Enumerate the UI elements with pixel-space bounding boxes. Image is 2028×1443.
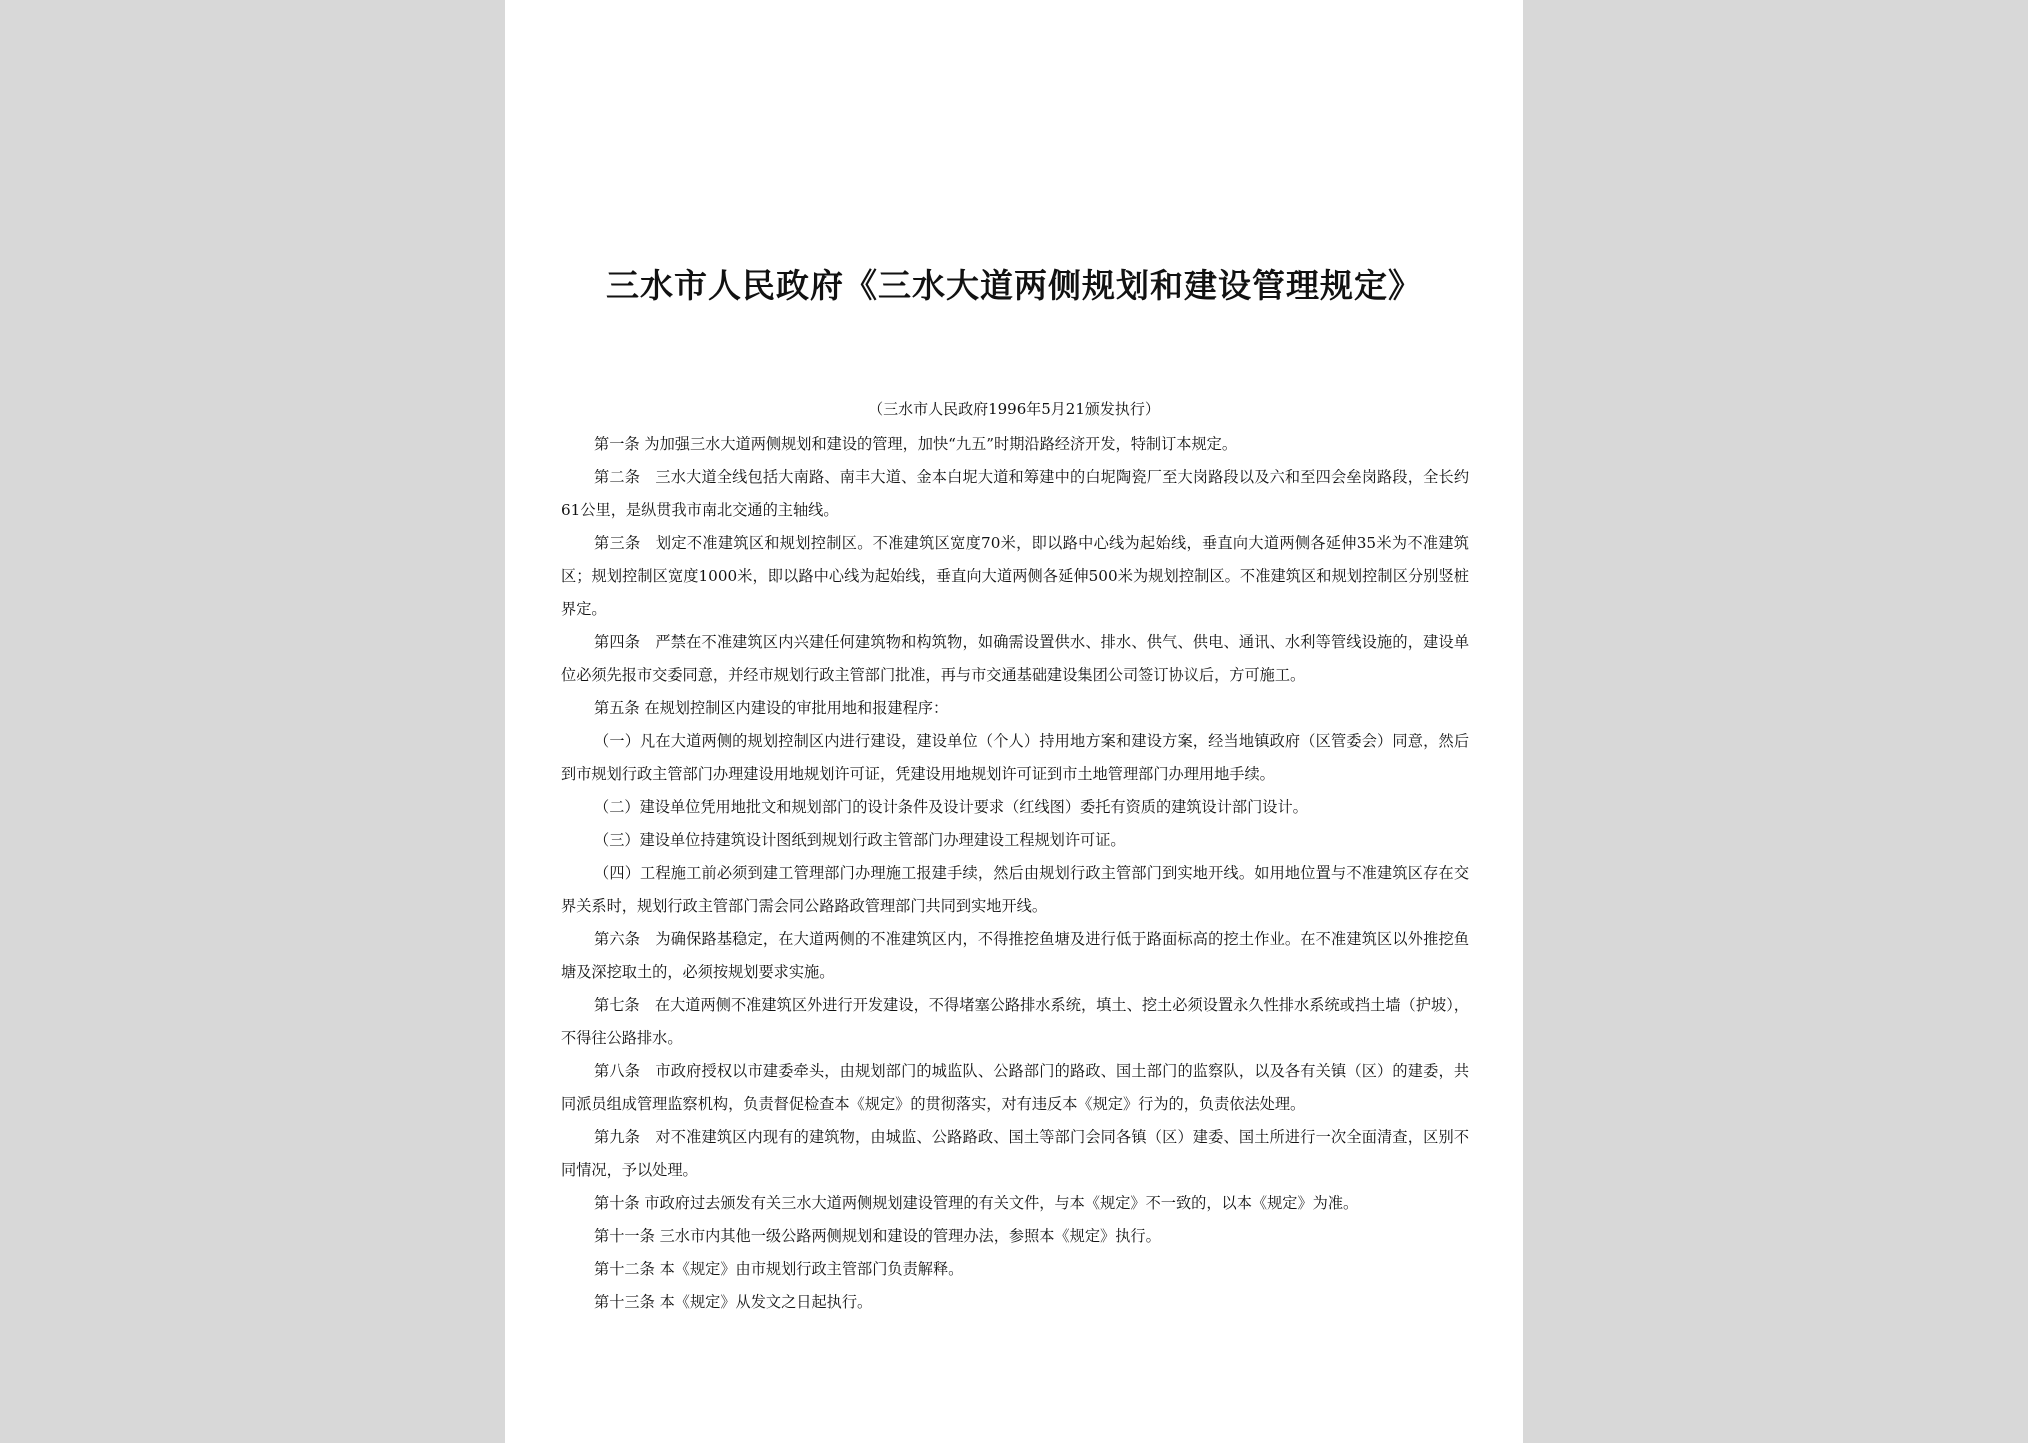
article-7: 第七条 在大道两侧不准建筑区外进行开发建设，不得堵塞公路排水系统，填土、挖土必须设置永久性排水系统或挡土墙（护坡），不得往公路排水。 xyxy=(561,996,1469,1047)
document-title: 三水市人民政府《三水大道两侧规划和建设管理规定》 xyxy=(606,266,1422,305)
document-page xyxy=(505,0,1523,1443)
article-8: 第八条 市政府授权以市建委牵头，由规划部门的城监队、公路部门的路政、国土部门的监察队，以及各有关镇（区）的建委，共同派员组成管理监察机构，负责督促检查本《规定》的贯彻落实，对有违反本《规定》行为的，负责依法处理。 xyxy=(561,1062,1469,1113)
article-11: 第十一条 三水市内其他一级公路两侧规划和建设的管理办法，参照本《规定》执行。 xyxy=(594,1227,1161,1245)
article-5: 第五条 在规划控制区内建设的审批用地和报建程序： xyxy=(594,699,949,717)
article-10: 第十条 市政府过去颁发有关三水大道两侧规划建设管理的有关文件，与本《规定》不一致的，以本《规定》为准。 xyxy=(594,1194,1359,1212)
article-4: 第四条 严禁在不准建筑区内兴建任何建筑物和构筑物，如确需设置供水、排水、供气、供电、通讯、水利等管线设施的，建设单位必须先报市交委同意，并经市规划行政主管部门批准，再与市交通基础建设集团公司签订协议后，方可施工。 xyxy=(561,633,1469,684)
article-5-clause-4: （四）工程施工前必须到建工管理部门办理施工报建手续，然后由规划行政主管部门到实地开线。如用地位置与不准建筑区存在交界关系时，规划行政主管部门需会同公路路政管理部门共同到实地开线。 xyxy=(561,864,1469,915)
article-5-clause-3: （三）建设单位持建筑设计图纸到规划行政主管部门办理建设工程规划许可证。 xyxy=(594,831,1126,849)
document-subtitle: （三水市人民政府1996年5月21颁发执行） xyxy=(868,400,1160,418)
document-body xyxy=(561,428,1469,1319)
article-12: 第十二条 本《规定》由市规划行政主管部门负责解释。 xyxy=(594,1260,964,1278)
article-3: 第三条 划定不准建筑区和规划控制区。不准建筑区宽度70米，即以路中心线为起始线，垂直向大道两侧各延伸35米为不准建筑区；规划控制区宽度1000米，即以路中心线为起始线，垂直向大道两侧各延伸500米为规划控制区。不准建筑区和规划控制区分别竖桩界定。 xyxy=(561,534,1469,618)
article-5-clause-1: （一）凡在大道两侧的规划控制区内进行建设，建设单位（个人）持用地方案和建设方案，经当地镇政府（区管委会）同意，然后到市规划行政主管部门办理建设用地规划许可证，凭建设用地规划许可证到市土地管理部门办理用地手续。 xyxy=(561,732,1469,783)
article-6: 第六条 为确保路基稳定，在大道两侧的不准建筑区内，不得推挖鱼塘及进行低于路面标高的挖土作业。在不准建筑区以外推挖鱼塘及深挖取土的，必须按规划要求实施。 xyxy=(561,930,1469,981)
article-2: 第二条 三水大道全线包括大南路、南丰大道、金本白坭大道和筹建中的白坭陶瓷厂至大岗路段以及六和至四会垒岗路段，全长约61公里，是纵贯我市南北交通的主轴线。 xyxy=(561,468,1469,519)
article-5-clause-2: （二）建设单位凭用地批文和规划部门的设计条件及设计要求（红线图）委托有资质的建筑设计部门设计。 xyxy=(594,798,1308,816)
article-13: 第十三条 本《规定》从发文之日起执行。 xyxy=(594,1293,873,1311)
article-1: 第一条 为加强三水大道两侧规划和建设的管理，加快“九五”时期沿路经济开发，特制订本规定。 xyxy=(594,435,1238,453)
article-9: 第九条 对不准建筑区内现有的建筑物，由城监、公路路政、国土等部门会同各镇（区）建委、国土所进行一次全面清查，区别不同情况，予以处理。 xyxy=(561,1128,1469,1179)
